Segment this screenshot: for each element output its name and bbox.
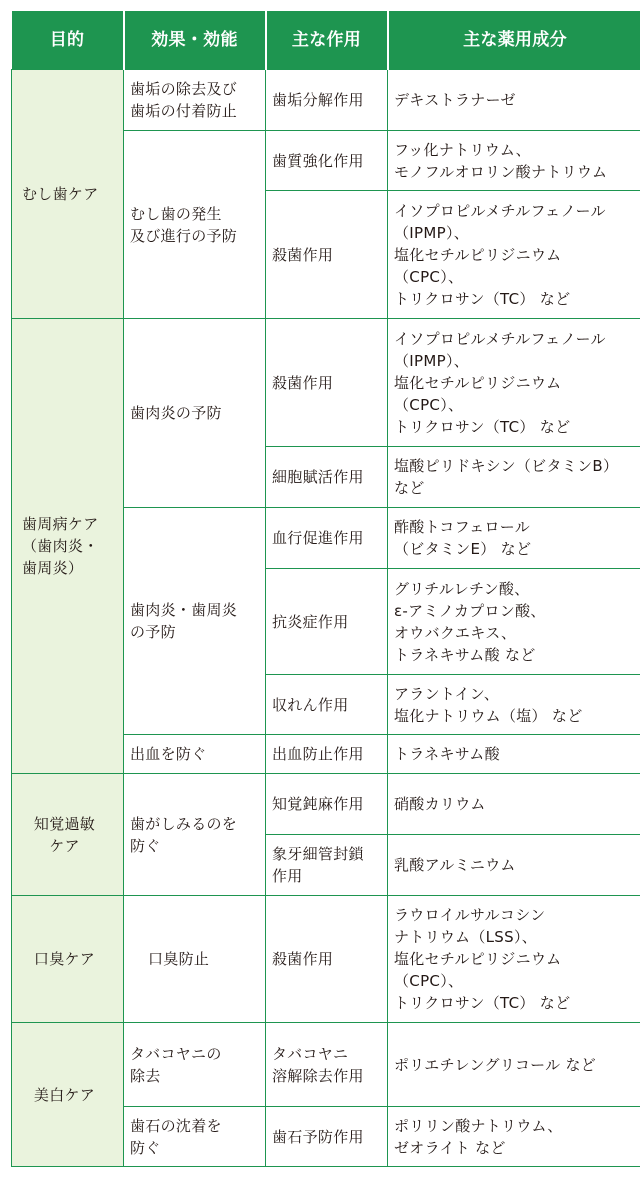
ingredient-gum-sterilize: イソプロピルメチルフェノール （IPMP）、 塩化セチルピリジニウム （CPC）、 トリクロサン（TC） など: [388, 319, 640, 447]
action-astringent: 収れん作用: [266, 675, 388, 735]
header-ingredients: 主な薬用成分: [388, 11, 640, 70]
action-stain: タバコヤニ 溶解除去作用: [266, 1023, 388, 1107]
header-purpose: 目的: [12, 11, 124, 70]
effect-periodontitis: 歯肉炎・歯周炎 の予防: [124, 508, 266, 735]
ingredient-plaque: デキストラナーゼ: [388, 70, 640, 131]
action-plaque: 歯垢分解作用: [266, 70, 388, 131]
ingredient-numbing: 硝酸カリウム: [388, 774, 640, 835]
table-row: [12, 70, 640, 131]
action-sealing: 象牙細管封鎖 作用: [266, 835, 388, 896]
action-tartar: 歯石予防作用: [266, 1107, 388, 1167]
effect-sensitivity: 歯がしみるのを 防ぐ: [124, 774, 266, 896]
effect-gingivitis: 歯肉炎の予防: [124, 319, 266, 508]
action-antiinflammatory: 抗炎症作用: [266, 569, 388, 675]
ingredient-activation: 塩酸ピリドキシン（ビタミンB） など: [388, 447, 640, 508]
table-row: [12, 774, 640, 835]
ingredient-circulation: 酢酸トコフェロール （ビタミンE） など: [388, 508, 640, 569]
effect-breath: 口臭防止: [124, 896, 266, 1023]
table-row: [12, 896, 640, 1023]
category-cavity: むし歯ケア: [12, 70, 124, 319]
ingredient-strengthen: フッ化ナトリウム、 モノフルオロリン酸ナトリウム: [388, 131, 640, 191]
action-breath: 殺菌作用: [266, 896, 388, 1023]
header-efficacy: 効果・効能: [124, 11, 266, 70]
action-gum-sterilize: 殺菌作用: [266, 319, 388, 447]
ingredient-astringent: アラントイン、 塩化ナトリウム（塩） など: [388, 675, 640, 735]
category-breath: 口臭ケア: [12, 896, 124, 1023]
effect-plaque: 歯垢の除去及び 歯垢の付着防止: [124, 70, 266, 131]
table-row: [12, 1023, 640, 1107]
oral-care-table: [11, 11, 640, 1167]
ingredient-breath: ラウロイルサルコシン ナトリウム（LSS）、 塩化セチルピリジニウム （CPC）、 トリクロサン（TC） など: [388, 896, 640, 1023]
action-activation: 細胞賦活作用: [266, 447, 388, 508]
action-sterilize: 殺菌作用: [266, 191, 388, 319]
category-gum: 歯周病ケア （歯肉炎・ 歯周炎）: [12, 319, 124, 774]
ingredient-antiinflammatory: グリチルレチン酸、 ε-アミノカプロン酸、 オウバクエキス、 トラネキサム酸 など: [388, 569, 640, 675]
effect-tartar: 歯石の沈着を 防ぐ: [124, 1107, 266, 1167]
effect-stain: タバコヤニの 除去: [124, 1023, 266, 1107]
ingredient-stain: ポリエチレングリコール など: [388, 1023, 640, 1107]
ingredient-tartar: ポリリン酸ナトリウム、 ゼオライト など: [388, 1107, 640, 1167]
action-strengthen: 歯質強化作用: [266, 131, 388, 191]
action-numbing: 知覚鈍麻作用: [266, 774, 388, 835]
category-whitening: 美白ケア: [12, 1023, 124, 1167]
effect-cavity-progress: むし歯の発生 及び進行の予防: [124, 131, 266, 319]
ingredient-bleeding: トラネキサム酸: [388, 735, 640, 774]
table-row: [12, 319, 640, 447]
category-sensitivity: 知覚過敏 ケア: [12, 774, 124, 896]
effect-bleeding: 出血を防ぐ: [124, 735, 266, 774]
ingredient-sterilize: イソプロピルメチルフェノール （IPMP）、 塩化セチルピリジニウム （CPC）、 トリクロサン（TC） など: [388, 191, 640, 319]
ingredient-sealing: 乳酸アルミニウム: [388, 835, 640, 896]
table-header-row: [12, 11, 640, 70]
action-bleeding: 出血防止作用: [266, 735, 388, 774]
action-circulation: 血行促進作用: [266, 508, 388, 569]
header-action: 主な作用: [266, 11, 388, 70]
